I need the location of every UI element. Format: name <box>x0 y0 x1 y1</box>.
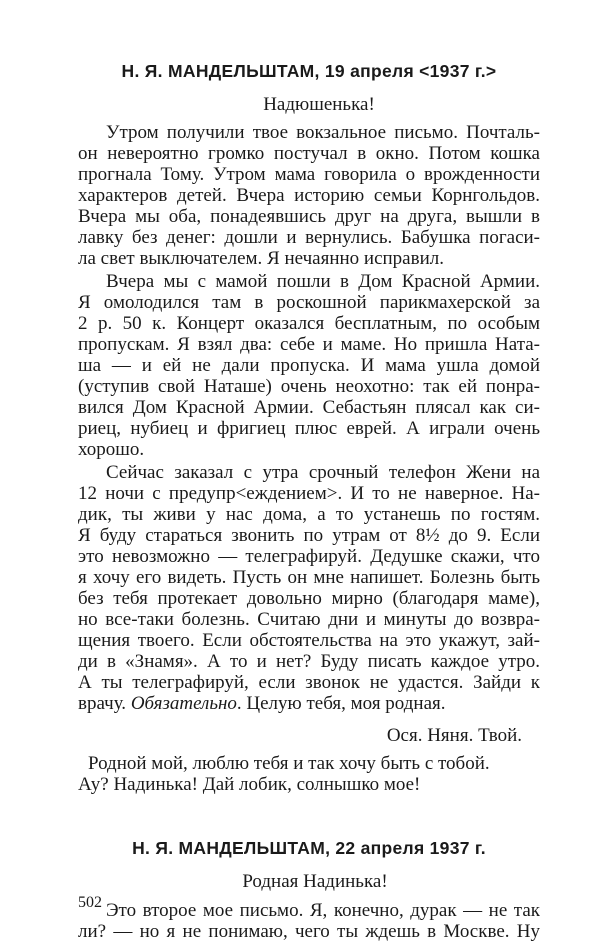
text-line: ли? — но я не понимаю, чего ты ждешь в Москве. Ну <box>78 921 540 942</box>
page-number: 502 <box>78 894 102 911</box>
letter2-paragraph-1 <box>78 900 540 942</box>
text-line: лавку без денег: дошли и вернулись. Бабушка погаси- <box>78 227 540 248</box>
text-line: Это второе мое письмо. Я, конечно, дурак — не так <box>106 900 540 921</box>
text-line: дик, ты живи у нас дома, а то устанешь по гостям. <box>78 504 540 525</box>
text-line: хорошо. <box>78 439 145 460</box>
text-line: я хочу его видеть. Пусть он мне напишет. Болезнь быть <box>78 567 540 588</box>
text-line: но все-таки болезнь. Считаю дни и минуты до возвра- <box>78 609 540 630</box>
book-page <box>78 56 540 942</box>
text-line: ша — и ей не дали пропуска. И мама ушла домой <box>78 355 540 376</box>
text-line: ди в «Знамя». А то и нет? Буду писать каждое утро. <box>78 651 540 672</box>
letter1-paragraph-3 <box>78 462 540 714</box>
emphasized-text: Обязательно <box>130 693 237 714</box>
letter2-salutation: Родная Надинька! <box>242 871 388 892</box>
text-line <box>78 693 540 714</box>
text-line: он невероятно громко постучал в окно. Потом кошка <box>78 143 540 164</box>
text-line: Ау? Надинька! Дай лобик, солнышко мое! <box>78 774 421 795</box>
letter1-signature: Ося. Няня. Твой. <box>386 725 522 746</box>
text-line: характеров детей. Вчера историю семьи Корнгольдов. <box>78 185 540 206</box>
text-fragment: . Целую тебя, моя родная. <box>236 693 446 714</box>
text-line: 2 р. 50 к. Концерт оказался бесплатным, по особым <box>78 313 540 334</box>
letter1-postscript <box>78 753 540 795</box>
text-line: пропускам. Я взял два: себе и маме. Но пришла Ната- <box>78 334 540 355</box>
text-line: Я буду стараться звонить по утрам от 8½ до 9. Если <box>78 525 540 546</box>
text-line: вился Дом Красной Армии. Себастьян плясал как си- <box>78 397 540 418</box>
text-line: 12 ночи с предупр<еждением>. И то не наверное. На- <box>78 483 540 504</box>
text-line: Вчера мы оба, понадеявшись друг на друга, вышли в <box>78 206 540 227</box>
text-line: Родной мой, люблю тебя и так хочу быть с тобой. <box>88 753 490 774</box>
text-line: Сейчас заказал с утра срочный телефон Жени на <box>106 462 540 483</box>
letter1-heading: Н. Я. МАНДЕЛЬШТАМ, 19 апреля <1937 г.> <box>121 61 497 81</box>
text-line: прогнала Тому. Утром мама говорила о врожденности <box>78 164 540 185</box>
text-line: риец, нубиец и фригиец плюс еврей. А играли очень <box>78 418 540 439</box>
text-line: Вчера мы с мамой пошли в Дом Красной Армии. <box>106 271 540 292</box>
letter1-paragraph-1 <box>78 122 540 269</box>
text-line: Утром получили твое вокзальное письмо. Почталь- <box>106 122 540 143</box>
text-line: А ты телеграфируй, если звонок не удастся. Зайди к <box>78 672 540 693</box>
text-line: ла свет выключателем. Я нечаянно исправил. <box>78 248 444 269</box>
text-line: без тебя протекает довольно мирно (благодаря маме), <box>78 588 540 609</box>
letter1-paragraph-2 <box>78 271 540 460</box>
text-fragment: врачу. <box>78 693 131 714</box>
letter2-heading: Н. Я. МАНДЕЛЬШТАМ, 22 апреля 1937 г. <box>132 838 486 858</box>
text-line: (уступив свой Наташе) очень неохотно: так ей понра- <box>78 376 540 397</box>
text-line: это невозможно — телеграфируй. Дедушке скажи, что <box>78 546 540 567</box>
letter1-salutation: Надюшенька! <box>263 94 375 115</box>
text-line: щения твоего. Если обстоятельства на это укажут, зай- <box>78 630 540 651</box>
text-line: Я омолодился там в роскошной парикмахерской за <box>78 292 540 313</box>
